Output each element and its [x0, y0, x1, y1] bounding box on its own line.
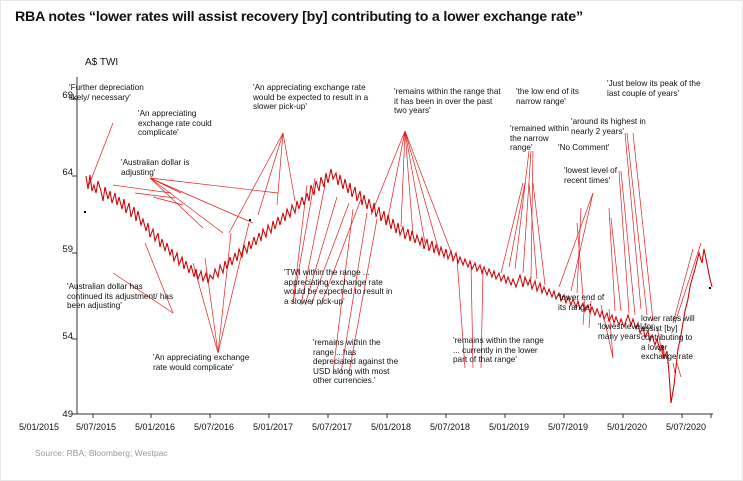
annotation-lower-end-of-range: 'lower end of its range' — [558, 293, 605, 312]
annotation-further-depreciation: 'Further depreciation likely/ necessary' — [69, 83, 144, 102]
y-tick-marks — [72, 99, 77, 414]
annotation-appreciating-would-complicate: 'An appreciating exchange rate would complicate' — [153, 353, 250, 372]
x-tick-11: 5/07/2020 — [665, 422, 707, 432]
y-tick-49: 49 — [62, 409, 73, 420]
x-tick-5: 5/07/2017 — [311, 422, 353, 432]
y-tick-54: 54 — [62, 331, 73, 342]
y-tick-64: 64 — [62, 167, 73, 178]
annotation-low-end-narrow-range: 'the low end of its narrow range' — [516, 87, 580, 106]
x-tick-4: 5/01/2017 — [252, 422, 294, 432]
x-tick-0: 5/01/2015 — [18, 422, 60, 432]
annotation-lower-rates-assist: lower rates will assist [by] contributing to a lower exchange rate — [641, 314, 695, 362]
annotation-remains-past-two-years: 'remains within the range that it has been in over the past two years' — [394, 87, 501, 116]
annotation-remained-narrow-range: 'remained within the narrow range' — [510, 124, 569, 153]
y-tick-59: 59 — [62, 244, 73, 255]
x-tick-2: 5/01/2016 — [134, 422, 176, 432]
annotation-appreciating-could-complicate: 'An appreciating exchange rate could complicate' — [138, 109, 212, 138]
annotation-lowest-level-many-years: 'lowest level for many years' — [598, 322, 654, 341]
annotation-remains-lower-part: 'remains within the range ... currently in the lower part of that range' — [453, 336, 544, 365]
y-axis-label: A$ TWI — [85, 57, 119, 68]
x-tick-10: 5/01/2020 — [606, 422, 648, 432]
annotation-lowest-level-recent-times: 'lowest level of recent times' — [564, 166, 617, 185]
x-tick-8: 5/01/2019 — [488, 422, 530, 432]
source-note: Source: RBA; Bloomberg; Westpac — [35, 448, 168, 458]
x-tick-6: 5/01/2018 — [370, 422, 412, 432]
annotation-appreciating-slower-pickup: 'An appreciating exchange rate would be expected to result in a slower pick-up' — [253, 83, 369, 112]
x-tick-marks — [93, 414, 711, 418]
annotation-aud-is-adjusting: 'Australian dollar is adjusting' — [121, 158, 190, 177]
x-tick-3: 5/07/2016 — [193, 422, 235, 432]
page-title: RBA notes “lower rates will assist recovery [by] contributing to a lower exchange rate” — [15, 9, 583, 25]
x-tick-7: 5/07/2018 — [429, 422, 471, 432]
x-tick-9: 5/07/2019 — [547, 422, 589, 432]
annotation-twi-within-range: 'TWI within the range ... appreciating exchange rate would be expected to result in a slower pick-up' — [284, 268, 393, 306]
annotation-around-highest-two-years: 'around its highest in nearly 2 years' — [571, 117, 646, 136]
x-tick-1: 5/07/2015 — [75, 422, 117, 432]
annotation-aud-continued-adjustment: 'Australian dollar has continued its adjustment/ has been adjusting' — [67, 282, 174, 311]
annotation-remains-depreciated-usd: 'remains within the range ...has depreciated against the USD along with most other currencies.' — [313, 338, 399, 386]
annotation-just-below-peak: 'Just below its peak of the last couple of years' — [607, 79, 701, 98]
annotation-no-comment: 'No Comment' — [558, 143, 610, 152]
series-markers — [84, 211, 711, 289]
y-tick-69: 69 — [62, 90, 73, 101]
